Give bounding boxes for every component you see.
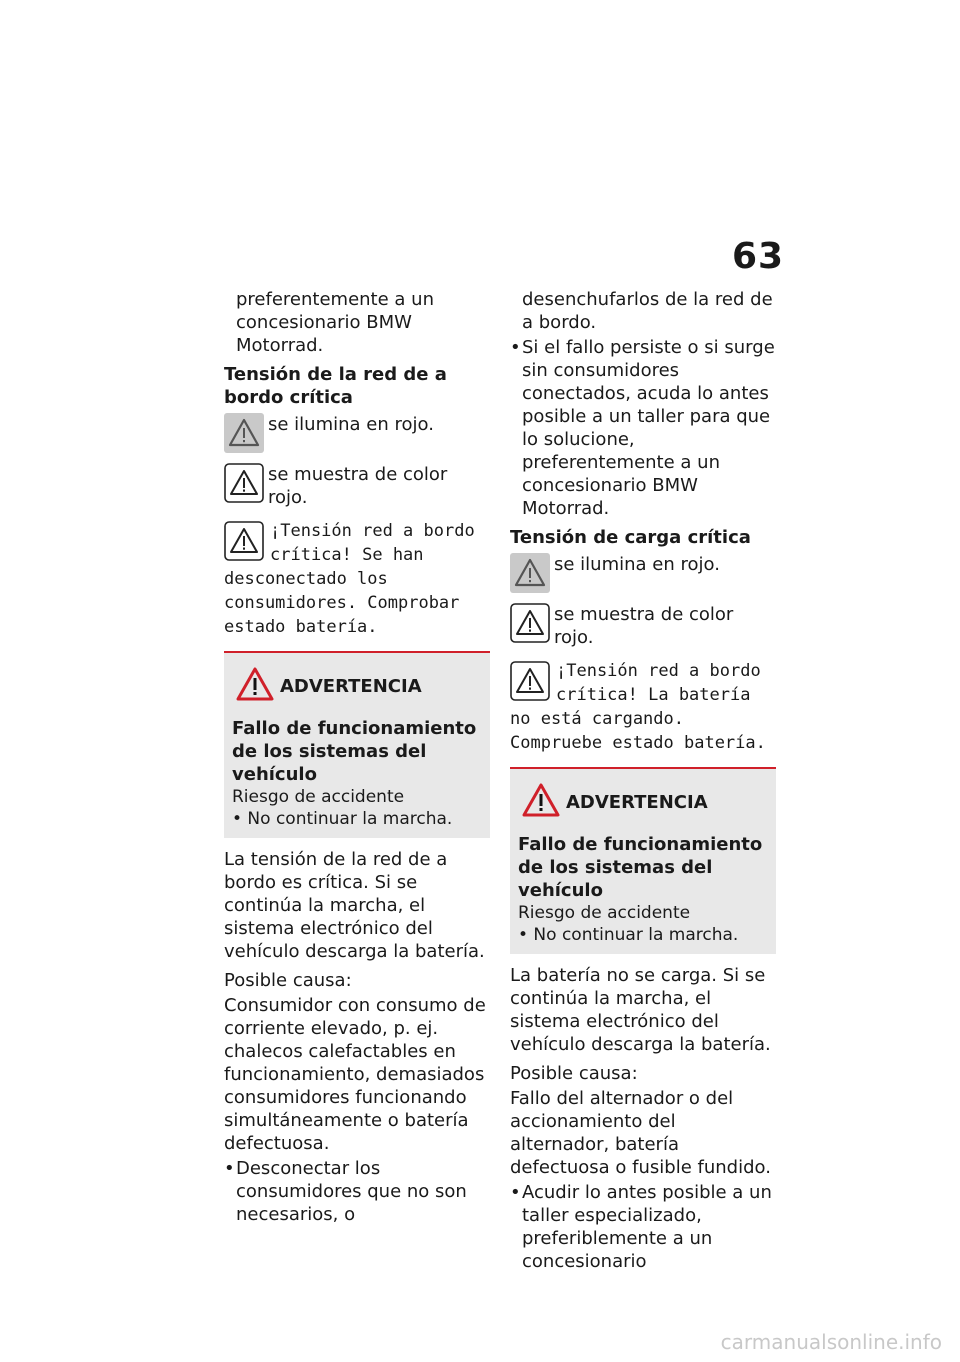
warning-subtitle: Fallo de funcionamiento de los sistemas del vehículo xyxy=(232,718,477,785)
page-number: 63 xyxy=(732,236,785,277)
section-heading: Tensión de carga crítica xyxy=(510,527,751,548)
display-message-text: ¡Tensión red a bordo crítica! La batería no está cargando. Compruebe estado batería. xyxy=(510,661,766,753)
body-text: La batería no se carga. Si se continúa la marcha, el sistema electrónico del vehículo descarga la batería. xyxy=(510,965,771,1055)
left-column xyxy=(224,288,490,1232)
warning-triangle-outline-icon xyxy=(510,603,550,643)
warning-subtitle: Fallo de funcionamiento de los sistemas del vehículo xyxy=(518,834,763,901)
list-item-text: Acudir lo antes posible a un taller especializado, preferiblemente a un concesionario xyxy=(522,1182,772,1272)
warning-box xyxy=(224,651,490,838)
display-message xyxy=(224,519,490,639)
list-item xyxy=(510,336,776,520)
warning-triangle-outline-icon xyxy=(224,521,264,561)
section-heading: Tensión de la red de a bordo crítica xyxy=(224,364,447,408)
right-column xyxy=(510,288,776,1279)
cause-label: Posible causa: xyxy=(510,1063,638,1084)
indicator-row xyxy=(510,553,776,593)
intro-text: preferentemente a un concesionario BMW Motorrad. xyxy=(236,289,434,356)
warning-action: • No continuar la marcha. xyxy=(518,925,739,945)
indicator-text: se muestra de color rojo. xyxy=(268,464,448,508)
warning-action: • No continuar la marcha. xyxy=(232,809,453,829)
warning-triangle-filled-icon xyxy=(510,553,550,593)
bullet-icon: • xyxy=(510,337,521,358)
list-item-text: Desconectar los consumidores que no son necesarios, o xyxy=(236,1158,467,1225)
cause-label: Posible causa: xyxy=(224,970,352,991)
warning-header xyxy=(522,783,768,821)
continued-text: desenchufarlos de la red de a bordo. xyxy=(522,289,773,333)
indicator-text: se ilumina en rojo. xyxy=(554,554,720,575)
warning-box xyxy=(510,767,776,954)
warning-title: ADVERTENCIA xyxy=(280,675,422,697)
warning-risk: Riesgo de accidente xyxy=(232,787,405,807)
display-message xyxy=(510,659,776,755)
indicator-row xyxy=(224,463,490,509)
bullet-icon: • xyxy=(224,1158,235,1179)
warning-triangle-outline-icon xyxy=(224,463,264,503)
cause-text: Consumidor con consumo de corriente elevado, p. ej. chalecos calefactables en funcionamiento, demasiados consumidores funcionando simultáneamente o batería defectuosa. xyxy=(224,995,486,1154)
warning-triangle-filled-icon xyxy=(224,413,264,453)
indicator-text: se muestra de color rojo. xyxy=(554,604,734,648)
indicator-text: se ilumina en rojo. xyxy=(268,414,434,435)
watermark: carmanualsonline.info xyxy=(720,1330,942,1354)
warning-risk: Riesgo de accidente xyxy=(518,903,691,923)
display-message-text: ¡Tensión red a bordo crítica! Se han desconectado los consumidores. Comprobar estado batería. xyxy=(224,521,475,637)
warning-triangle-outline-icon xyxy=(510,661,550,701)
warning-sign-icon xyxy=(522,783,560,821)
indicator-row xyxy=(224,413,490,453)
warning-title: ADVERTENCIA xyxy=(566,791,708,813)
warning-header xyxy=(236,667,482,705)
cause-text: Fallo del alternador o del accionamiento del alternador, batería defectuosa o fusible fundido. xyxy=(510,1088,771,1178)
bullet-icon: • xyxy=(510,1182,521,1203)
list-item xyxy=(510,1181,776,1273)
indicator-row xyxy=(510,603,776,649)
list-item xyxy=(224,1157,490,1226)
list-item-text: Si el fallo persiste o si surge sin consumidores conectados, acuda lo antes posible a un taller para que lo solucione, preferentemente a un concesionario BMW Motorrad. xyxy=(522,337,775,519)
body-text: La tensión de la red de a bordo es crítica. Si se continúa la marcha, el sistema electrónico del vehículo descarga la batería. xyxy=(224,849,485,962)
warning-sign-icon xyxy=(236,667,274,705)
